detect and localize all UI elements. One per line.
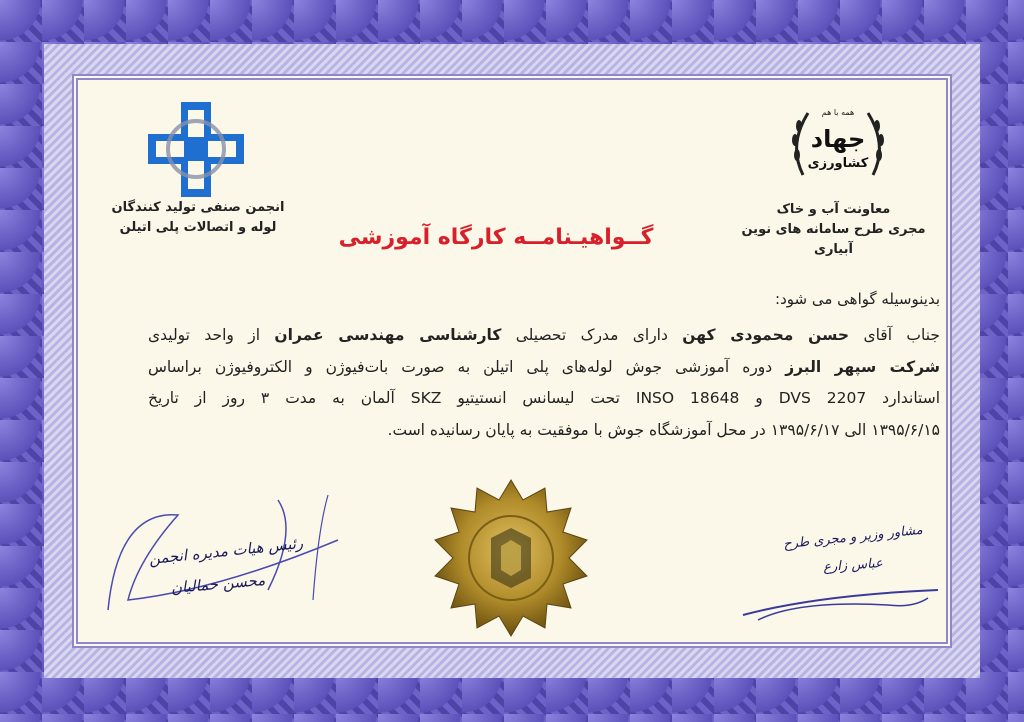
- association-logo-icon: [146, 102, 246, 197]
- body-line-3: استاندارد DVS 2207 و INSO 18648 تحت لیسانس انستیتیو SKZ آلمان به مدت ۳ روز از تاریخ: [148, 389, 941, 407]
- certificate-intro: بدینوسیله گواهی می شود:: [775, 290, 940, 308]
- association-name-line2: لوله و اتصالات پلی اتیلن: [119, 220, 277, 235]
- advisor-signature: [738, 520, 948, 640]
- gold-seal-icon: [421, 478, 601, 638]
- chairman-signature: [98, 490, 358, 620]
- advisor-role: مشاور وزیر و مجری طرح: [782, 522, 924, 553]
- chairman-name: محسن حمالیان: [170, 570, 266, 598]
- course-description: دوره آموزشی جوش لوله‌های پلی اتیلن به صورت بات‌فیوژن و الکتروفیوژن براساس: [148, 357, 773, 376]
- association-name: [98, 198, 298, 238]
- body-line-2: [148, 352, 940, 384]
- ministry-department: [726, 200, 941, 260]
- body-degree-label: دارای مدرک تحصیلی: [515, 326, 668, 344]
- recipient-degree: کارشناسی مهندسی عمران: [274, 326, 502, 344]
- jihad-logo-top: همه با هم: [821, 108, 855, 117]
- certificate-body: [148, 320, 940, 446]
- certificate-paper: [78, 80, 946, 642]
- advisor-name: عباس زارع: [822, 555, 884, 576]
- ministry-department-line2: مجری طرح سامانه های نوین آبیاری: [741, 222, 926, 257]
- body-line-1: [148, 320, 940, 352]
- recipient-name: حسن محمودی کهن: [682, 326, 850, 344]
- body-unit-label: از واحد تولیدی: [148, 326, 261, 344]
- company-name: شرکت سپهر البرز: [785, 357, 940, 376]
- certificate-title: گــواهیـنامــه کارگاه آموزشی: [338, 225, 654, 250]
- jihad-logo-text: جهاد: [810, 125, 866, 153]
- body-line-4: ۱۳۹۵/۶/۱۵ الی ۱۳۹۵/۶/۱۷ در محل آموزشگاه جوش با موفقیت به پایان رسانیده است.: [387, 420, 940, 439]
- jihad-logo-subtext: کشاورزی: [807, 156, 869, 171]
- body-prefix: جناب آقای: [863, 326, 940, 344]
- ministry-department-line1: معاونت آب و خاک: [776, 202, 891, 217]
- association-name-line1: انجمن صنفی تولید کنندگان: [111, 200, 285, 215]
- jihad-logo-icon: [783, 95, 893, 195]
- chairman-role: رئیس هیات مدیره انجمن: [148, 533, 304, 569]
